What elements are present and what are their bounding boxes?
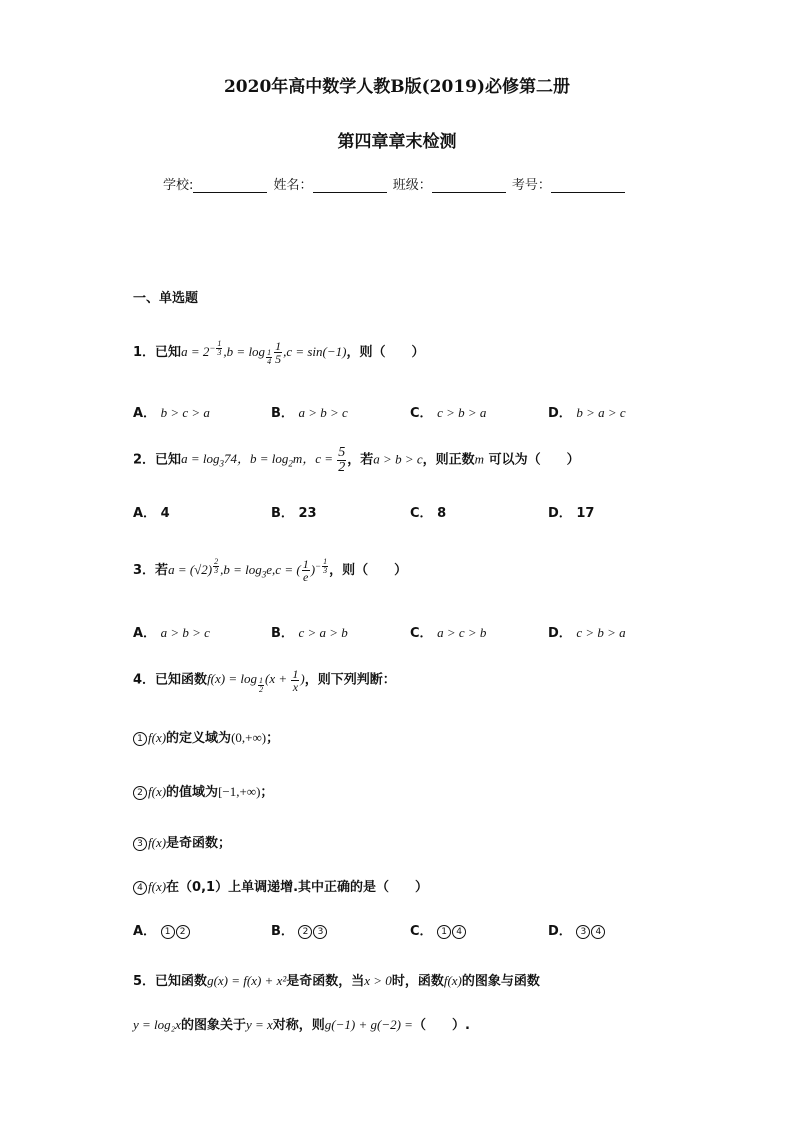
- question-4-option-b[interactable]: B． 2 3: [271, 920, 328, 939]
- question-2-option-d[interactable]: D． 17: [548, 506, 595, 521]
- question-4-statement-2: 2 f(x)的值域为[−1,+∞)；: [133, 781, 273, 800]
- exam-number-blank[interactable]: [551, 178, 625, 193]
- document-title: 2020年高中数学人教B版(2019)必修第二册: [223, 77, 571, 97]
- student-info-fields: [163, 174, 627, 193]
- document-subtitle: 第四章章末检测: [337, 132, 457, 152]
- question-4: 4．已知函数f(x) = log $_{\frac{1}{2}}$ (x + $\frac{1}{x}$ )，则下列判断：: [133, 667, 396, 694]
- name-blank[interactable]: [313, 178, 387, 193]
- circled-number-icon: 3: [133, 837, 147, 851]
- question-4-statement-1: 1 f(x)的定义域为(0,+∞)；: [133, 727, 279, 746]
- question-1-option-a[interactable]: A． b > c > a: [133, 405, 210, 421]
- circled-number-icon: 1: [133, 732, 147, 746]
- question-4-option-d[interactable]: D． 3 4: [548, 920, 606, 939]
- question-2: 2．已知$a = \log_374$，$b = \log_2m$，c = $\frac{5}{2}$ ，若a > b > c，则正数m 可以为（ ）: [133, 445, 580, 475]
- question-2-expression: $a = \log_374$，$b = \log_2m$，c = $\frac{5}{2}$: [181, 445, 346, 475]
- question-5-line-2: y = log₂x的图象关于y = x对称，则g(−1) + g(−2) =（ ）.: [133, 1017, 470, 1033]
- question-2-option-c[interactable]: C． 8: [410, 506, 447, 521]
- question-4-statement-3: 3 f(x)是奇函数；: [133, 832, 231, 851]
- question-number: 5．: [133, 974, 156, 989]
- question-5-line-1: 5．已知函数g(x) = f(x) + x²是奇函数，当x > 0时，函数f(x)的图象与函数: [133, 973, 540, 989]
- question-4-option-a[interactable]: A． 1 2: [133, 920, 191, 939]
- question-3-expression: a = (√2) $^{\frac{2}{3}}$ $,b = \log_3e,c$ = ( $\frac{1}{e}$ )$^{- \frac{1}{3}}$: [168, 557, 328, 585]
- question-3-option-d[interactable]: D． c > b > a: [548, 625, 626, 641]
- question-number: 1．: [133, 344, 156, 360]
- question-3-option-c[interactable]: C． a > c > b: [410, 625, 487, 641]
- question-3-option-a[interactable]: A． a > b > c: [133, 625, 210, 641]
- question-1-expression: $a = 2^{- \frac{1}{3}}$ ,b = log $_{\frac{1}{4}}$ $\frac{1}{5}$ ,c = sin(−1): [181, 339, 347, 367]
- question-number: 3．: [133, 562, 156, 578]
- question-4-expression: f(x) = log $_{\frac{1}{2}}$ (x + $\frac{1}{x}$ ): [207, 667, 305, 694]
- question-1: 1．已知$a = 2^{- \frac{1}{3}}$ ,b = log $_{\frac{1}{4}}$ $\frac{1}{5}$ ,c = sin(−1)，则（ ）: [133, 339, 425, 367]
- exam-number-label: 考号：: [511, 178, 551, 193]
- school-label: 学校:: [163, 178, 194, 193]
- question-2-option-b[interactable]: B． 23: [271, 506, 317, 521]
- question-4-option-c[interactable]: C． 1 4: [410, 920, 467, 939]
- question-number: 4．: [133, 672, 156, 688]
- question-number: 2．: [133, 452, 156, 468]
- question-1-option-b[interactable]: B． a > b > c: [271, 405, 348, 421]
- circled-number-icon: 2: [133, 786, 147, 800]
- question-2-option-a[interactable]: A． 4: [133, 506, 170, 521]
- question-4-statement-4: 4 f(x)在（0,1）上单调递增.其中正确的是（ ）: [133, 876, 428, 895]
- question-1-option-c[interactable]: C． c > b > a: [410, 405, 487, 421]
- question-3-option-b[interactable]: B． c > a > b: [271, 625, 348, 641]
- school-blank[interactable]: [193, 178, 267, 193]
- class-blank[interactable]: [432, 178, 506, 193]
- question-1-option-d[interactable]: D． b > a > c: [548, 405, 626, 421]
- section-heading: 一、单选题: [133, 291, 199, 306]
- class-label: 班级：: [392, 178, 432, 193]
- question-3: 3．若a = (√2) $^{\frac{2}{3}}$ $,b = \log_3e,c$ = ( $\frac{1}{e}$ )$^{- \frac{1}{3}}$ ，则（ ）: [133, 557, 408, 585]
- circled-number-icon: 4: [133, 881, 147, 895]
- name-label: 姓名：: [273, 178, 313, 193]
